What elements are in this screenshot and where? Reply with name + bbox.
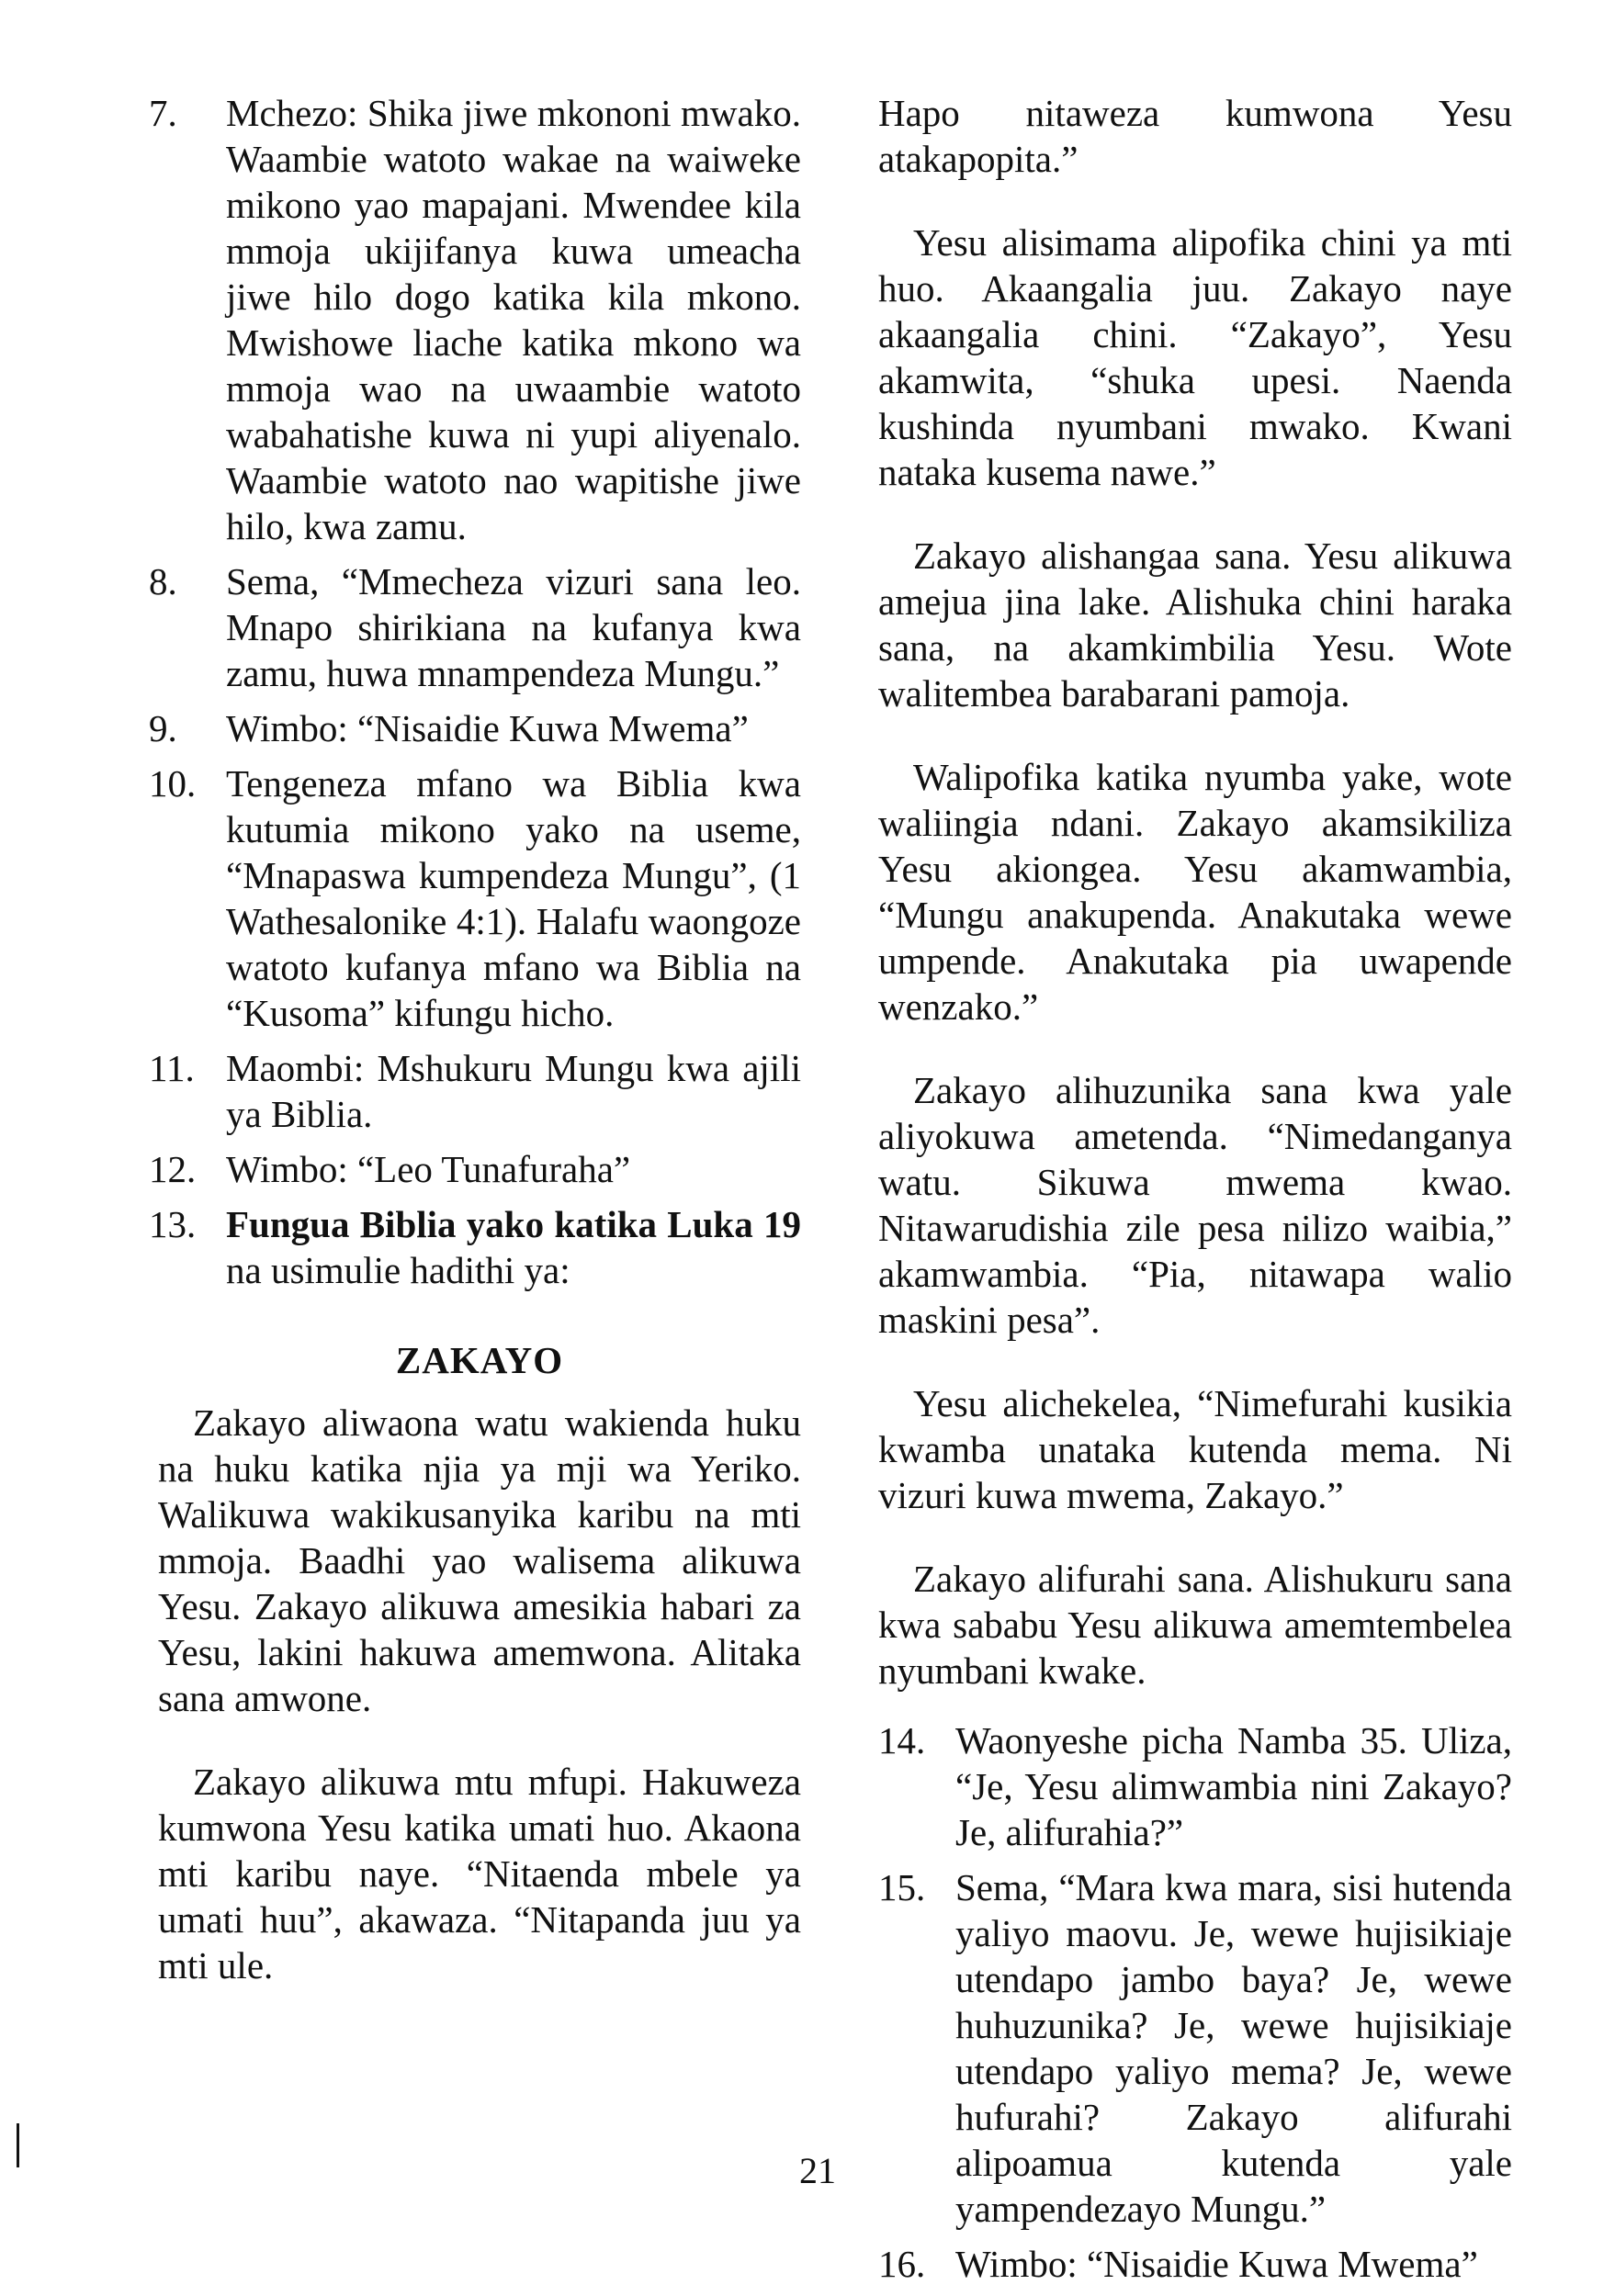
item-text: Wimbo: “Leo Tunafuraha” <box>226 1148 631 1190</box>
list-item <box>149 90 801 549</box>
item-text: Tengeneza mfano wa Biblia kwa kutumia mikono yako na useme, “Mnapaswa kumpendeza Mungu”, (1 Wathesalonike 4:1). Halafu waongoze watoto kufanya mfano wa Biblia na “Kusoma” kifungu hicho. <box>226 762 801 1034</box>
story-paragraph: Walipofika katika nyumba yake, wote waliingia ndani. Zakayo akamsikiliza Yesu akiongea. Yesu akamwambia, “Mungu anakupenda. Anakutaka wewe umpende. Anakutaka pia uwapende wenzako.” <box>878 756 1512 1028</box>
item-number: 13. <box>149 1203 197 1245</box>
item-number: 8. <box>149 560 177 602</box>
item-text: Mchezo: Shika jiwe mkononi mwako. Waambie watoto wakae na waiweke mikono yao mapajani. Mwendee kila mmoja ukijifanya kuwa umeacha jiwe hilo dogo katika kila mkono. Mwishowe liache katika mkono wa mmoja wao na uwaambie watoto wabahatishe kuwa ni yupi aliyenalo. Waambie watoto nao wapitishe jiwe hilo, kwa zamu. <box>226 92 801 547</box>
item-text: Maombi: Mshukuru Mungu kwa ajili ya Biblia. <box>226 1047 801 1135</box>
right-column <box>878 90 1512 2296</box>
item-number: 16. <box>878 2243 926 2285</box>
story-title: ZAKAYO <box>395 1339 564 1381</box>
item-number: 11. <box>149 1047 195 1089</box>
bold-instruction: Fungua Biblia yako katika Luka 19 <box>226 1203 801 1245</box>
story-paragraph: Zakayo alifurahi sana. Alishukuru sana kwa sababu Yesu alikuwa amemtembelea nyumbani kwake. <box>878 1558 1512 1692</box>
item-text: Waonyeshe picha Namba 35. Uliza, “Je, Yesu alimwambia nini Zakayo? Je, alifurahia?” <box>955 1719 1512 1853</box>
list-item <box>878 2241 1512 2287</box>
item-number: 15. <box>878 1866 926 1908</box>
list-item <box>878 1717 1512 1855</box>
item-text: Wimbo: “Nisaidie Kuwa Mwema” <box>226 707 749 749</box>
story-continuation: Hapo nitaweza kumwona Yesu atakapopita.” <box>878 92 1512 180</box>
story-paragraph: Zakayo alikuwa mtu mfupi. Hakuweza kumwona Yesu katika umati huo. Akaona mti karibu naye. “Nitaenda mbele ya umati huu”, akawaza. “Nitapanda juu ya mti ule. <box>158 1761 801 1986</box>
list-item <box>149 760 801 1036</box>
item-number: 9. <box>149 707 177 749</box>
item-text: Sema, “Mmecheza vizuri sana leo. Mnapo shirikiana na kufanya kwa zamu, huwa mnampendeza Mungu.” <box>226 560 801 694</box>
story-paragraph: Yesu alisimama alipofika chini ya mti huo. Akaangalia juu. Zakayo naye akaangalia chini. “Zakayo”, Yesu akamwita, “shuka upesi. Naenda kushinda nyumbani mwako. Kwani nataka kusema nawe.” <box>878 221 1512 493</box>
story-paragraph: Zakayo alishangaa sana. Yesu alikuwa amejua jina lake. Alishuka chini haraka sana, na akamkimbilia Yesu. Wote walitembea barabarani pamoja. <box>878 535 1512 715</box>
story-paragraph: Yesu alichekelea, “Nimefurahi kusikia kwamba unataka kutenda mema. Ni vizuri kuwa mwema, Zakayo.” <box>878 1382 1512 1516</box>
list-item <box>149 1146 801 1192</box>
list-item <box>149 705 801 751</box>
item-number: 7. <box>149 92 177 134</box>
list-item <box>149 1201 801 1293</box>
item-text: Wimbo: “Nisaidie Kuwa Mwema” <box>955 2243 1478 2285</box>
story-paragraph: Zakayo aliwaona watu wakienda huku na huku katika njia ya mji wa Yeriko. Walikuwa wakikusanyika karibu na mti mmoja. Baadhi yao walisema alikuwa Yesu. Zakayo alikuwa amesikia habari za Yesu, lakini hakuwa amemwona. Alitaka sana amwone. <box>158 1401 801 1719</box>
item-text: Sema, “Mara kwa mara, sisi hutenda yaliyo maovu. Je, wewe hujisikiaje utendapo jambo baya? Je, wewe huhuzunika? Je, wewe hujisikiaje utendapo yaliyo mema? Je, wewe hufurahi? Zakayo alifurahi alipoamua kutenda yale yampendezayo Mungu.” <box>955 1866 1512 2230</box>
scan-margin-mark <box>17 2123 19 2167</box>
left-column <box>149 90 801 1998</box>
item-text <box>226 1201 801 1293</box>
list-item <box>149 1045 801 1137</box>
item-number: 12. <box>149 1148 197 1190</box>
page-number: 21 <box>799 2150 836 2191</box>
item-number: 10. <box>149 762 197 805</box>
story-paragraph: Zakayo alihuzunika sana kwa yale aliyokuwa ametenda. “Nimedanganya watu. Sikuwa mwema kwao. Nitawarudishia zile pesa nilizo waibia,” akamwambia. “Pia, nitawapa walio maskini pesa”. <box>878 1069 1512 1341</box>
instruction-rest: na usimulie hadithi ya: <box>226 1249 570 1291</box>
item-number: 14. <box>878 1719 926 1761</box>
list-item <box>878 1864 1512 2232</box>
list-item <box>149 558 801 696</box>
